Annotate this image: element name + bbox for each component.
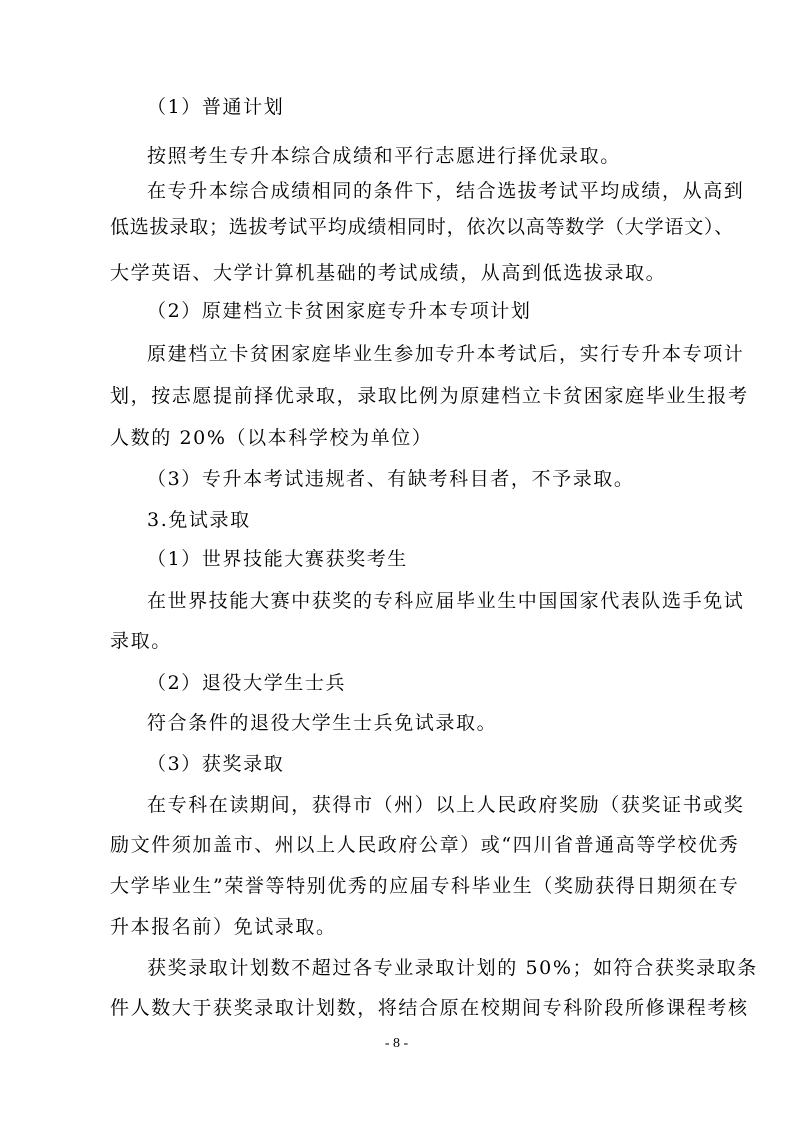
page-number: - 8 - [384,1036,409,1051]
paragraph-line: 人数的 20%（以本科学校为单位） [110,427,433,449]
subheading-general-plan: （1）普通计划 [147,96,285,118]
subheading-special-plan: （2）原建档立卡贫困家庭专升本专项计划 [147,300,532,322]
paragraph-line: 励文件须加盖市、州以上人民政府公章）或“四川省普通高等学校优秀 [110,834,740,856]
paragraph-line: 获奖录取计划数不超过各专业录取计划的 50%；如符合获奖录取条 [147,957,758,979]
paragraph-line: 升本报名前）免试录取。 [110,916,337,938]
paragraph-line: 划，按志愿提前择优录取，录取比例为原建档立卡贫困家庭毕业生报考 [110,385,749,407]
paragraph-line: 符合条件的退役大学生士兵免试录取。 [147,712,498,734]
section-heading-exempt-admission: 3.免试录取 [147,509,251,531]
paragraph-line: 按照考生专升本综合成绩和平行志愿进行择优录取。 [147,145,621,167]
paragraph-line: 低选拔录取；选拔考试平均成绩相同时，依次以高等数学（大学语文）、 [110,216,735,238]
paragraph-line: 在专科在读期间，获得市（州）以上人民政府奖励（获奖证书或奖 [147,794,745,816]
paragraph-line: 大学毕业生”荣誉等特别优秀的应届专科毕业生（奖励获得日期须在专 [110,875,740,897]
paragraph-line: 件人数大于获奖录取计划数，将结合原在校期间专科阶段所修课程考核 [110,997,749,1019]
paragraph-line: 原建档立卡贫困家庭毕业生参加专升本考试后，实行专升本专项计 [147,343,745,365]
paragraph-line: 在世界技能大赛中获奖的专科应届毕业生中国国家代表队选手免试 [147,590,745,612]
paragraph-line: （3）专升本考试违规者、有缺考科目者，不予录取。 [147,468,635,490]
paragraph-line: 录取。 [110,630,172,652]
subheading-world-skills: （1）世界技能大赛获奖考生 [147,548,408,570]
subheading-award-admission: （3）获奖录取 [147,753,285,775]
subheading-veteran-students: （2）退役大学生士兵 [147,672,347,694]
paragraph-line: 大学英语、大学计算机基础的考试成绩，从高到低选拔录取。 [110,262,667,284]
paragraph-line: 在专升本综合成绩相同的条件下，结合选拔考试平均成绩，从高到 [147,180,745,202]
